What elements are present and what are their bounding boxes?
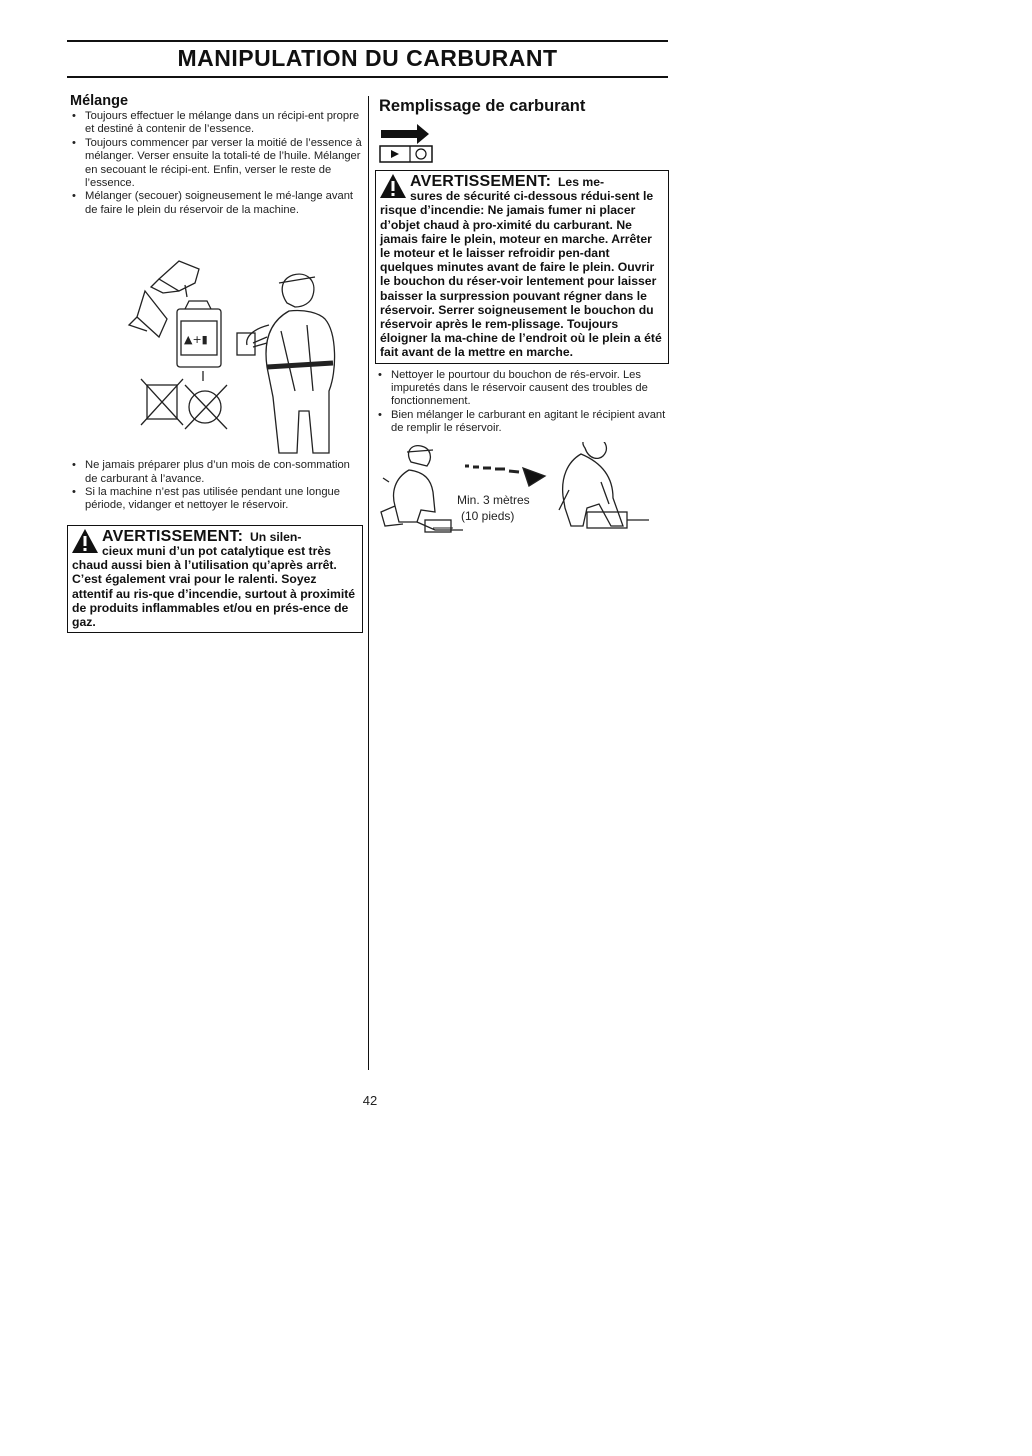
warning-title: AVERTISSEMENT: <box>410 173 552 190</box>
left-column <box>67 93 363 633</box>
section-heading-refuel: Remplissage de carburant <box>379 97 586 115</box>
warning-box-muffler <box>67 525 363 633</box>
warning-body: sures de sécurité ci-dessous rédui-sent le risque d’incendie: Ne jamais fumer ni placer d’objet chaud à pro-ximité du carburant. Ne jamais faire le plein, moteur en marche. Arrêter le moteur et le laisser refroidir pen-dant quelques minutes avant de faire le plein. Ouvrir le bouchon du réser-voir lentement pour laisser baisser la surpression pouvant régner dans le réservoir. Serrer soigneusement le bouchon du réservoir après le rem-plissage. Toujours éloigner la ma-chine de l’endroit où le plein a été fait avant de la mettre en marche. <box>380 189 662 360</box>
list-item: • Si la machine n’est pas utilisée pendant une longue période, vidanger et nettoyer le réservoir. <box>67 486 363 513</box>
right-column <box>373 93 669 542</box>
list-item: • Nettoyer le pourtour du bouchon de rés-ervoir. Les impuretés dans le réservoir causent des troubles de fonctionnement. <box>373 369 669 409</box>
distance-label-feet: (10 pieds) <box>461 508 515 523</box>
distance-label-meters: Min. 3 mètres <box>457 492 530 507</box>
warning-lead: Un silen- <box>249 529 302 544</box>
warning-body: cieux muni d’un pot catalytique est très chaud aussi bien à l’utilisation qu’après arrêt. C’est également vrai pour le ralenti. Soyez attentif au ris-que d’incendie, surtout à proximité de produits inflammables et/ou en prés-ence de gaz. <box>72 544 356 630</box>
header-rule-top <box>67 40 668 42</box>
warning-icon <box>379 173 407 199</box>
svg-text:▲+▮: ▲+▮ <box>184 333 208 347</box>
warning-box-refuel <box>375 170 669 364</box>
column-divider <box>368 96 369 1070</box>
list-item: • Mélanger (secouer) soigneusement le mé-lange avant de faire le plein du réservoir de la machine. <box>67 190 363 217</box>
page-title: MANIPULATION DU CARBURANT <box>177 45 558 71</box>
fuel-pump-arrow-icon <box>377 120 435 164</box>
page-number: 42 <box>362 1093 378 1108</box>
list-item: • Toujours commencer par verser la moitié de l’essence à mélanger. Verser ensuite la totali-té de l’huile. Mélanger en secouant le récipi-ent. Enfin, verser le reste de l’essence. <box>67 137 363 191</box>
header-rule-bottom <box>67 76 668 78</box>
warning-title: AVERTISSEMENT: <box>102 527 244 545</box>
warning-icon <box>71 528 99 554</box>
refuel-symbol <box>377 120 669 166</box>
list-item: • Bien mélanger le carburant en agitant le récipient avant de remplir le réservoir. <box>373 409 669 436</box>
fuel-mixing-illustration <box>67 221 363 459</box>
warning-lead: Les me- <box>557 175 605 189</box>
refuel-distance-drawing <box>373 442 669 542</box>
mixing-illustration-drawing <box>67 221 363 459</box>
refuel-instructions <box>373 369 669 436</box>
storage-instructions <box>67 459 363 513</box>
list-item: • Ne jamais préparer plus d’un mois de con-sommation de carburant à l’avance. <box>67 459 363 486</box>
section-heading-melange: Mélange <box>70 93 129 109</box>
list-item: • Toujours effectuer le mélange dans un récipi-ent propre et destiné à contenir de l’essence. <box>67 110 363 137</box>
distance-illustration <box>373 442 669 542</box>
mixing-instructions <box>67 110 363 217</box>
